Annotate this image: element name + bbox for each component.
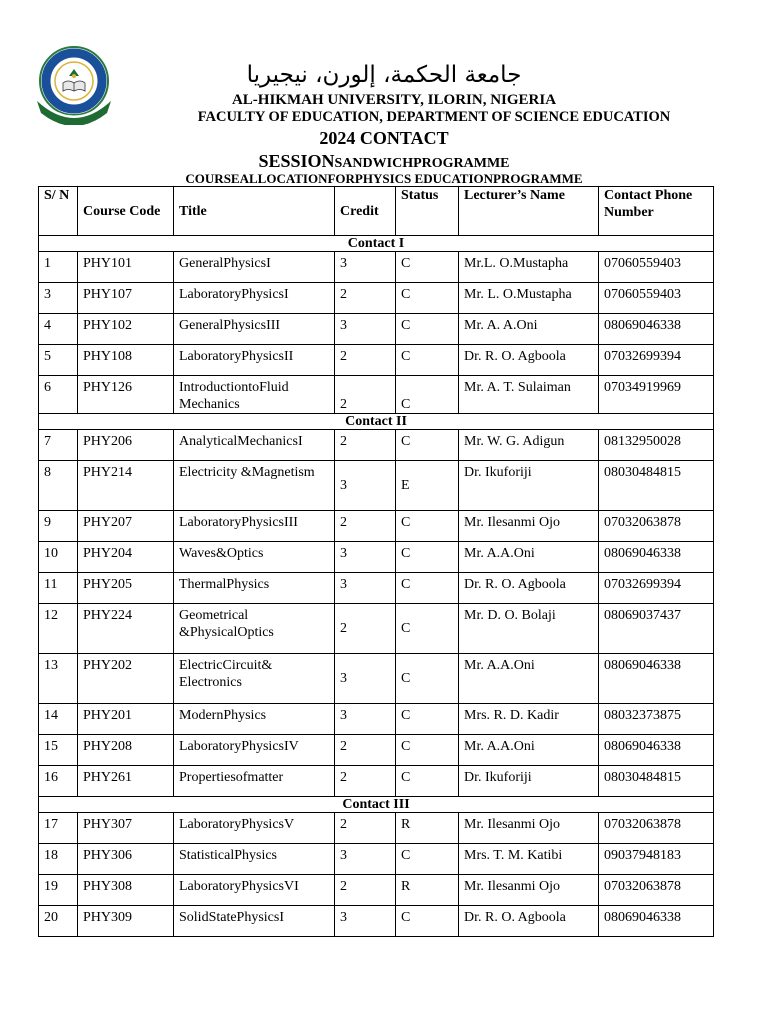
cell-credit: 2 [335, 604, 396, 654]
cell-credit: 3 [335, 461, 396, 511]
cell-phone: 08069046338 [599, 314, 714, 345]
cell-title: Propertiesofmatter [174, 766, 335, 797]
header-phone: Contact Phone Number [599, 187, 714, 236]
cell-code: PHY204 [78, 542, 174, 573]
cell-phone: 07060559403 [599, 252, 714, 283]
cell-lecturer: Mr. A. A.Oni [459, 314, 599, 345]
cell-title: LaboratoryPhysicsI [174, 283, 335, 314]
table-row [39, 604, 714, 654]
cell-code: PHY126 [78, 376, 174, 414]
cell-title: LaboratoryPhysicsIII [174, 511, 335, 542]
cell-credit: 2 [335, 376, 396, 414]
allocation-heading: COURSEALLOCATIONFORPHYSICS EDUCATIONPROGRAMME [185, 171, 583, 186]
cell-phone: 07034919969 [599, 376, 714, 414]
cell-credit: 2 [335, 345, 396, 376]
cell-status: C [396, 283, 459, 314]
cell-phone: 08069046338 [599, 735, 714, 766]
cell-title: ElectricCircuit& Electronics [174, 654, 335, 704]
cell-sn: 11 [39, 573, 78, 604]
cell-title: StatisticalPhysics [174, 844, 335, 875]
cell-status: C [396, 766, 459, 797]
cell-sn: 5 [39, 345, 78, 376]
cell-status: C [396, 345, 459, 376]
cell-credit: 2 [335, 813, 396, 844]
cell-sn: 12 [39, 604, 78, 654]
cell-status: C [396, 314, 459, 345]
cell-phone: 07032699394 [599, 345, 714, 376]
table-row [39, 542, 714, 573]
cell-lecturer: Mr. Ilesanmi Ojo [459, 813, 599, 844]
section-label: Contact III [39, 797, 714, 813]
cell-sn: 3 [39, 283, 78, 314]
section-row [39, 236, 714, 252]
arabic-university-name: جامعة الحكمة، إلورن، نيجيريا [246, 62, 522, 88]
cell-code: PHY107 [78, 283, 174, 314]
table-row [39, 345, 714, 376]
cell-sn: 13 [39, 654, 78, 704]
cell-status: C [396, 376, 459, 414]
contact-year-heading: 2024 CONTACT [319, 128, 449, 148]
cell-code: PHY307 [78, 813, 174, 844]
table-row [39, 875, 714, 906]
table-row [39, 283, 714, 314]
table-row [39, 654, 714, 704]
cell-sn: 8 [39, 461, 78, 511]
cell-code: PHY205 [78, 573, 174, 604]
cell-status: C [396, 654, 459, 704]
cell-title: IntroductiontoFluid Mechanics [174, 376, 335, 414]
cell-phone: 08030484815 [599, 461, 714, 511]
section-row [39, 797, 714, 813]
cell-phone: 07032063878 [599, 511, 714, 542]
cell-code: PHY207 [78, 511, 174, 542]
cell-credit: 2 [335, 283, 396, 314]
cell-status: C [396, 430, 459, 461]
cell-credit: 3 [335, 314, 396, 345]
cell-title: LaboratoryPhysicsV [174, 813, 335, 844]
cell-credit: 2 [335, 766, 396, 797]
header-credit: Credit [335, 187, 396, 236]
header-lecturer: Lecturer’s Name [459, 187, 599, 236]
cell-phone: 07032063878 [599, 813, 714, 844]
cell-lecturer: Mr. A.A.Oni [459, 654, 599, 704]
faculty-department: FACULTY OF EDUCATION, DEPARTMENT OF SCIENCE EDUCATION [197, 109, 671, 125]
cell-title: Geometrical &PhysicalOptics [174, 604, 335, 654]
cell-lecturer: Mr. D. O. Bolaji [459, 604, 599, 654]
course-allocation-table [38, 186, 714, 937]
cell-title: LaboratoryPhysicsII [174, 345, 335, 376]
cell-lecturer: Mr. Ilesanmi Ojo [459, 875, 599, 906]
cell-credit: 2 [335, 430, 396, 461]
cell-code: PHY208 [78, 735, 174, 766]
cell-code: PHY102 [78, 314, 174, 345]
table-row [39, 704, 714, 735]
university-name: AL-HIKMAH UNIVERSITY, ILORIN, NIGERIA [231, 92, 557, 108]
cell-code: PHY308 [78, 875, 174, 906]
cell-title: ThermalPhysics [174, 573, 335, 604]
cell-phone: 07032699394 [599, 573, 714, 604]
section-row [39, 414, 714, 430]
cell-lecturer: Dr. R. O. Agboola [459, 573, 599, 604]
cell-lecturer: Dr. Ikuforiji [459, 461, 599, 511]
cell-credit: 3 [335, 654, 396, 704]
cell-phone: 08069046338 [599, 906, 714, 937]
table-row [39, 430, 714, 461]
header-sn: S/ N [39, 187, 78, 236]
cell-sn: 1 [39, 252, 78, 283]
cell-sn: 18 [39, 844, 78, 875]
cell-sn: 14 [39, 704, 78, 735]
cell-title: AnalyticalMechanicsI [174, 430, 335, 461]
cell-phone: 09037948183 [599, 844, 714, 875]
cell-credit: 3 [335, 573, 396, 604]
cell-lecturer: Dr. R. O. Agboola [459, 345, 599, 376]
cell-sn: 19 [39, 875, 78, 906]
cell-phone: 08069037437 [599, 604, 714, 654]
cell-status: C [396, 542, 459, 573]
cell-lecturer: Dr. R. O. Agboola [459, 906, 599, 937]
table-row [39, 573, 714, 604]
cell-status: C [396, 844, 459, 875]
cell-status: C [396, 735, 459, 766]
cell-lecturer: Mr. W. G. Adigun [459, 430, 599, 461]
cell-code: PHY202 [78, 654, 174, 704]
cell-title: LaboratoryPhysicsVI [174, 875, 335, 906]
cell-title: GeneralPhysicsIII [174, 314, 335, 345]
cell-status: C [396, 573, 459, 604]
table-row [39, 844, 714, 875]
header-title: Title [174, 187, 335, 236]
table-row [39, 906, 714, 937]
cell-sn: 17 [39, 813, 78, 844]
cell-code: PHY306 [78, 844, 174, 875]
cell-lecturer: Dr. Ikuforiji [459, 766, 599, 797]
cell-status: C [396, 906, 459, 937]
table-row [39, 314, 714, 345]
cell-title: SolidStatePhysicsI [174, 906, 335, 937]
table-row [39, 511, 714, 542]
cell-sn: 20 [39, 906, 78, 937]
cell-status: C [396, 604, 459, 654]
cell-credit: 3 [335, 252, 396, 283]
cell-title: GeneralPhysicsI [174, 252, 335, 283]
cell-lecturer: Mr. Ilesanmi Ojo [459, 511, 599, 542]
cell-status: R [396, 875, 459, 906]
cell-credit: 2 [335, 735, 396, 766]
cell-sn: 6 [39, 376, 78, 414]
cell-lecturer: Mr. A.A.Oni [459, 735, 599, 766]
cell-credit: 3 [335, 906, 396, 937]
cell-title: Waves&Optics [174, 542, 335, 573]
cell-code: PHY214 [78, 461, 174, 511]
session-suffix: SANDWICHPROGRAMME [334, 156, 510, 171]
table-header-row [39, 187, 714, 236]
cell-sn: 15 [39, 735, 78, 766]
cell-code: PHY224 [78, 604, 174, 654]
table-row [39, 735, 714, 766]
table-row [39, 376, 714, 414]
cell-sn: 10 [39, 542, 78, 573]
cell-credit: 3 [335, 542, 396, 573]
cell-phone: 07032063878 [599, 875, 714, 906]
cell-status: C [396, 252, 459, 283]
cell-credit: 2 [335, 511, 396, 542]
cell-sn: 16 [39, 766, 78, 797]
cell-code: PHY201 [78, 704, 174, 735]
cell-sn: 7 [39, 430, 78, 461]
cell-sn: 4 [39, 314, 78, 345]
cell-credit: 3 [335, 844, 396, 875]
cell-code: PHY108 [78, 345, 174, 376]
header-status: Status [396, 187, 459, 236]
cell-lecturer: Mr. A.A.Oni [459, 542, 599, 573]
cell-lecturer: Mr.L. O.Mustapha [459, 252, 599, 283]
cell-sn: 9 [39, 511, 78, 542]
cell-status: C [396, 704, 459, 735]
table-row [39, 766, 714, 797]
cell-phone: 08132950028 [599, 430, 714, 461]
table-row [39, 813, 714, 844]
cell-status: E [396, 461, 459, 511]
cell-title: LaboratoryPhysicsIV [174, 735, 335, 766]
cell-credit: 3 [335, 704, 396, 735]
header-course-code: Course Code [78, 187, 174, 236]
cell-title: Electricity &Magnetism [174, 461, 335, 511]
section-label: Contact II [39, 414, 714, 430]
cell-lecturer: Mrs. T. M. Katibi [459, 844, 599, 875]
table-row [39, 252, 714, 283]
section-label: Contact I [39, 236, 714, 252]
cell-lecturer: Mrs. R. D. Kadir [459, 704, 599, 735]
table-row [39, 461, 714, 511]
cell-code: PHY101 [78, 252, 174, 283]
cell-code: PHY206 [78, 430, 174, 461]
cell-phone: 08069046338 [599, 654, 714, 704]
cell-status: C [396, 511, 459, 542]
session-prefix: SESSION [258, 151, 335, 171]
cell-lecturer: Mr. A. T. Sulaiman [459, 376, 599, 414]
cell-code: PHY261 [78, 766, 174, 797]
cell-phone: 08030484815 [599, 766, 714, 797]
cell-phone: 08032373875 [599, 704, 714, 735]
cell-phone: 08069046338 [599, 542, 714, 573]
cell-status: R [396, 813, 459, 844]
cell-phone: 07060559403 [599, 283, 714, 314]
session-heading [0, 151, 768, 172]
cell-code: PHY309 [78, 906, 174, 937]
cell-credit: 2 [335, 875, 396, 906]
cell-title: ModernPhysics [174, 704, 335, 735]
cell-lecturer: Mr. L. O.Mustapha [459, 283, 599, 314]
